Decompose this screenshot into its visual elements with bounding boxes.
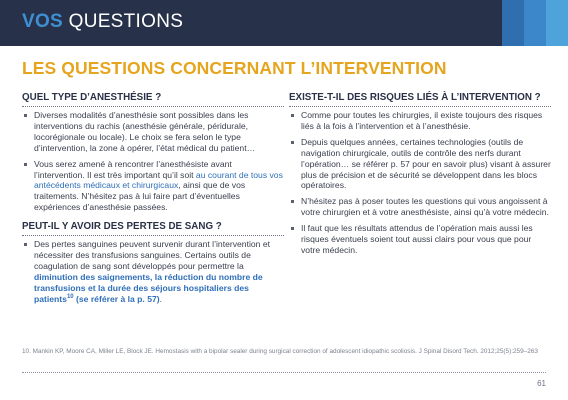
page-number: 61 — [537, 379, 546, 388]
page-reference: (se référer à la p. 57) — [73, 293, 160, 304]
footer-divider — [22, 372, 546, 373]
blood-loss-list — [22, 239, 284, 304]
list-item-text: Des pertes sanguines peuvent survenir durant l’intervention et nécessiter des transfusions sanguines. Certains outils de coagulation de sang sont développés pour permettre la — [34, 239, 270, 271]
risks-list — [289, 110, 551, 256]
header-title-bold: VOS — [22, 11, 64, 32]
right-column — [289, 92, 551, 261]
list-item — [22, 110, 284, 154]
header-accent-block-1 — [502, 0, 524, 46]
list-item — [289, 137, 551, 192]
list-item-text: N’hésitez pas à poser toutes les questions qui vous angoissent à votre chirurgien et à votre anesthésiste, ainsi qu’à votre médecin. — [301, 196, 549, 218]
list-item-text: . — [159, 293, 163, 304]
header-accent-block-3 — [546, 0, 568, 46]
footnote-ref: 10 — [66, 293, 74, 300]
list-item-text: Comme pour toutes les chirurgies, il existe toujours des risques liés à la fois à l’intervention et à l’anesthésie. — [301, 110, 543, 131]
header-title-rest: QUESTIONS — [63, 11, 184, 32]
header-accent-block-2 — [524, 0, 546, 46]
header-bar — [0, 0, 568, 46]
list-item — [289, 196, 551, 218]
list-item — [22, 159, 284, 214]
list-item-text: , ainsi que de vos traitements. N’hésitez pas à lui faire part d’éventuelles expériences d’anesthésie passées. — [34, 180, 246, 213]
anesthesia-list — [22, 110, 284, 213]
footnote: 10. Mankin KP, Moore CA, Miller LE, Block JE. Hemostasis with a bipolar sealer during surgical correction of adolescent idiopathic scoliosis. J Spinal Disord Tech. 2012;25(5):259–263 — [22, 348, 538, 355]
section-heading-risks: EXISTE-T-IL DES RISQUES LIÉS À L’INTERVENTION ? — [289, 92, 551, 107]
list-item-text: Diverses modalités d’anesthésie sont possibles dans les interventions du rachis (anesthésie générale, péridurale, locorégionale ou locale). Le choix se fera selon le type d’intervention, la zone à opérer, l’état médical du patient… — [34, 110, 256, 153]
list-item-text: Vous serez amené à rencontrer l’anesthésiste avant l’intervention. Il est très important qu’il soit — [34, 158, 232, 180]
list-item-text: Il faut que les résultats attendus de l’opération mais aussi les risques éventuels soient tout aussi clairs pour vous que pour votre médecin. — [301, 223, 533, 255]
page-title: LES QUESTIONS CONCERNANT L’INTERVENTION — [22, 58, 447, 78]
highlighted-text: diminution des saignements, la réduction du nombre de transfusions et la durée des séjours hospitaliers des patients — [34, 271, 263, 304]
section-heading-blood-loss: PEUT-IL Y AVOIR DES PERTES DE SANG ? — [22, 221, 284, 236]
highlighted-text: au courant de tous vos antécédents médicaux et chirurgicaux — [34, 169, 283, 191]
left-column — [22, 92, 284, 310]
list-item — [289, 223, 551, 256]
list-item — [22, 239, 284, 304]
section-heading-anesthesia: QUEL TYPE D’ANESTHÉSIE ? — [22, 92, 284, 107]
list-item — [289, 110, 551, 132]
list-item-text: Depuis quelques années, certaines technologies (outils de navigation chirurgicale, outils de contrôle des nerfs durant l’opération… se référer p. 57 pour en savoir plus) visant à assurer plus de précision et de sécurité se développent dans les blocs opératoires. — [301, 136, 551, 191]
header-title — [22, 11, 183, 33]
